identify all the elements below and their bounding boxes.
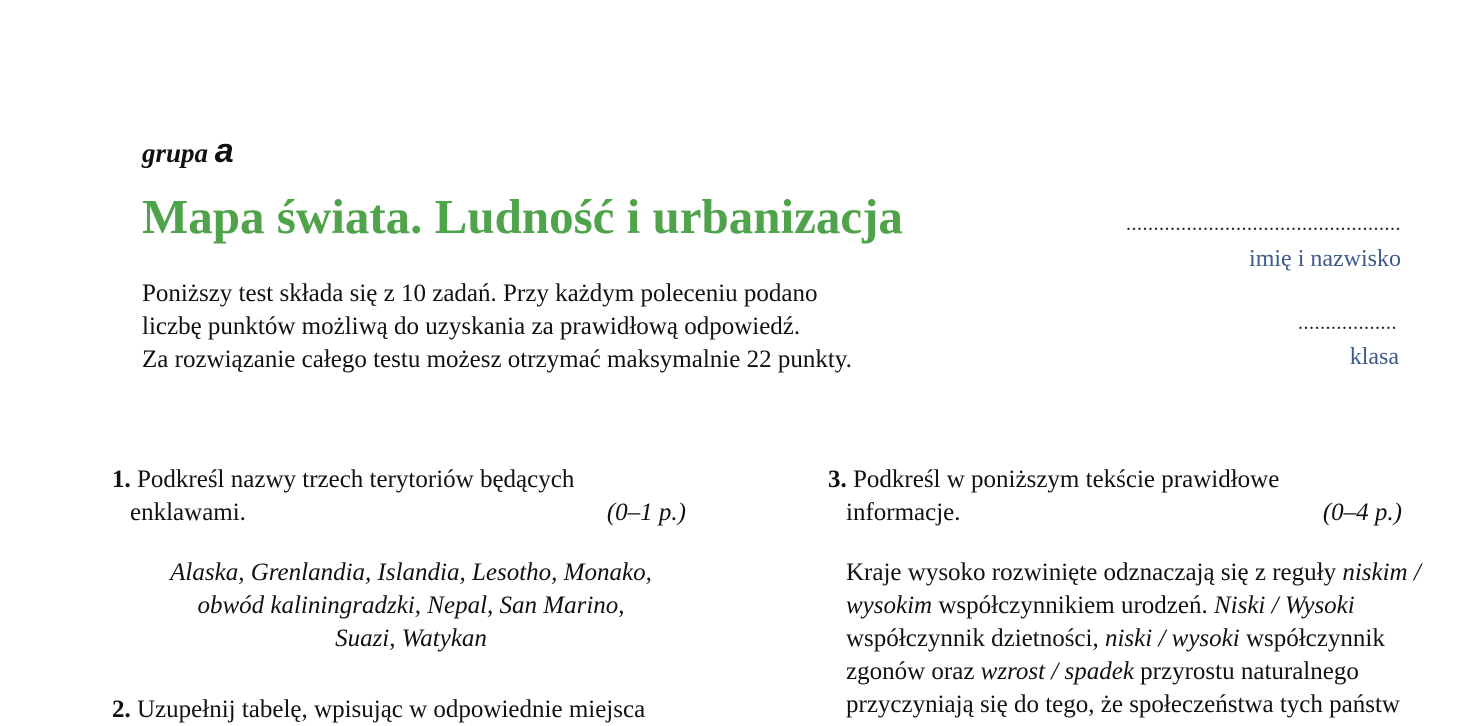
task-3-text-part: współczynnikiem urodzeń. [932,592,1214,619]
task-3-option-1[interactable]: niskim / wysokim [846,559,1421,619]
intro-line: Poniższy test składa się z 10 zadań. Przy każdym poleceniu podano [142,280,818,307]
class-field-line[interactable]: .................. [1298,312,1397,334]
task-1-points: (0–1 p.) [606,499,686,526]
task-2-text: Uzupełnij tabelę, wpisując w odpowiednie miejsca [137,696,646,723]
page-title: Mapa świata. Ludność i urbanizacja [142,189,903,244]
name-field-line[interactable]: .................................................. [1126,213,1401,235]
task-3-line1: Podkreśl w poniższym tekście prawidłowe [853,466,1280,493]
task-3-line2: informacje. [846,499,961,526]
task-2-number: 2. [112,696,131,723]
intro-line: Za rozwiązanie całego testu możesz otrzymać maksymalnie 22 punkty. [142,346,852,373]
task-1-line1: Podkreśl nazwy trzech terytoriów będących [137,466,575,493]
task-1-prompt [112,463,692,496]
task-3-text-part: Kraje wysoko rozwinięte odznaczają się z reguły [846,559,1343,586]
task-3 [828,463,1428,721]
task-3-number: 3. [828,466,847,493]
task-3-text [828,556,1428,721]
group-word: grupa [142,138,209,168]
task-3-option-2[interactable]: Niski / Wysoki [1213,592,1355,619]
task-3-prompt [828,463,1428,496]
intro-paragraph [142,277,852,376]
task-1-line2-row [112,496,692,529]
task-3-option-3[interactable]: niski / wysoki [1104,625,1240,652]
name-field-label: imię i nazwisko [1249,246,1401,272]
task-1-options-line[interactable]: Suazi, Watykan [335,625,487,652]
task-1-line2: enklawami. [130,499,246,526]
task-3-line2-row [828,496,1428,529]
class-field-label: klasa [1349,344,1399,370]
task-3-option-4[interactable]: wzrost / spadek [980,658,1134,685]
task-3-text-part: przyrostu naturalnego przyczyniają się do tego, że społeczeństwa tych państw [846,658,1400,718]
task-3-text-part: współczynnik dzietności, [846,625,1105,652]
task-1-options [112,556,692,655]
intro-line: liczbę punktów możliwą do uzyskania za prawidłową odpowiedź. [142,313,801,340]
group-label [142,132,234,171]
task-1-options-line[interactable]: obwód kaliningradzki, Nepal, San Marino, [197,592,625,619]
task-1-options-line[interactable]: Alaska, Grenlandia, Islandia, Lesotho, Monako, [170,559,652,586]
task-3-text-part: współczynnik zgonów oraz [846,625,1385,685]
task-1 [112,463,692,655]
task-3-points: (0–4 p.) [1322,499,1402,526]
group-letter: a [214,132,234,170]
task-1-number: 1. [112,466,131,493]
task-2 [112,693,645,726]
